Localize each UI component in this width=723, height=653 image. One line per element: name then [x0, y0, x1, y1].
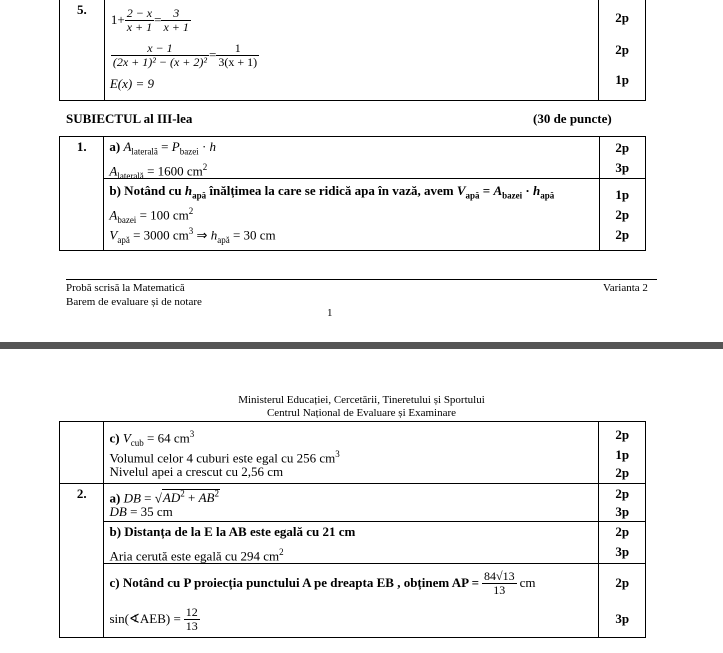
math-text: =: [208, 47, 217, 62]
fraction: $\frac{84√13}{13}$: [484, 568, 515, 597]
item1c-line2: Volumul celor 4 cuburi este egal cu 256 $cm^3$: [109, 449, 340, 466]
item1a-line1: a) $A_{laterală} = P_{bazei} \cdot h$: [109, 139, 217, 157]
item2a-line2: DB = 35 cm: [109, 504, 173, 519]
fraction: $\frac{3}{x + 1}$: [163, 5, 189, 34]
fraction: $\frac{12}{13}$: [185, 604, 198, 633]
item5-line2: [105, 36, 598, 74]
item2-part-b: [104, 522, 599, 564]
item5-number: 5.: [60, 0, 105, 100]
item2c-points: 2p 3p: [599, 564, 646, 638]
section-title: SUBIECTUL al III-lea: [66, 111, 193, 126]
item2c-line1: c) Notând cu P proiecția punctului A pe dreapta EB , obținem AP = $\frac{84√13}{13}$ cm: [109, 568, 536, 597]
item2-number: 2.: [60, 484, 104, 638]
section-points: (30 de puncte): [533, 111, 612, 126]
item2b-line2: Aria cerută este egală cu 294 $cm^2$: [109, 547, 284, 564]
item2-part-a: [104, 484, 599, 522]
footer-rule: [66, 279, 657, 280]
item1c-content: [104, 422, 599, 484]
item5-content: [104, 0, 598, 100]
item1b-line2: $A_{bazei} = 100$ $cm^2$: [109, 206, 194, 225]
item5-line3: E(x) = 9: [109, 76, 155, 91]
math-text: 1+: [110, 12, 125, 27]
item1c-number-cell: [60, 422, 104, 484]
fraction: $\frac{2 - x}{x + 1}$: [126, 5, 153, 34]
page-header-1: Ministerul Educației, Cercetării, Tineretului și Sportului: [238, 394, 485, 406]
item1c-line3: Nivelul apei a crescut cu 2,56 cm: [109, 464, 284, 479]
item2a-line1: a) DB = $√AD^2 + AB^2$: [109, 489, 219, 506]
footer-left2: Barem de evaluare și de notare: [66, 296, 202, 308]
item1-part-b: [104, 179, 599, 251]
item1b-line1: b) Notând cu $h_{apă}$ înălțimea la care se ridică apa în vază, avem $V_{apă} = A_{bazei} \cdot h_{apă}$: [109, 183, 555, 201]
page-header-2: Centrul Național de Evaluare și Examinare: [266, 407, 457, 419]
item1c-line1: c) $V_{cub} = 64$ $cm^3$: [109, 429, 195, 448]
item1c-points: 2p 1p 2p: [599, 422, 646, 484]
footer-left1: Probă scrisă la Matematică: [66, 282, 185, 294]
item2c-line2: sin(∢AEB) = $\frac{12}{13}$: [109, 604, 198, 633]
item1b-points: 1p 2p 2p: [599, 179, 645, 251]
math-text: =: [154, 12, 162, 27]
item2-part-c: [104, 564, 599, 638]
item5-table: [59, 0, 646, 101]
item1b-line3: $V_{apă} = 3000$ $cm^3$ ⇒ $h_{apă} = 30$ cm: [109, 226, 276, 245]
item5-line1: [105, 4, 598, 36]
page-number: 1: [327, 307, 333, 319]
footer-right: Varianta 2: [603, 282, 648, 294]
item5-points: 2p 2p 1p: [599, 0, 646, 100]
item1-table: [59, 136, 646, 251]
item1a-points: 2p 3p: [599, 137, 645, 179]
page2-table: [59, 421, 646, 638]
item1a-line2: $A_{laterală} = 1600$ $cm^2$: [109, 162, 208, 181]
item2b-points: 2p 3p: [599, 522, 646, 564]
item1-number: 1.: [60, 137, 104, 251]
fraction: $\frac{1}{3(x + 1)}$: [218, 40, 258, 69]
fraction: $\frac{x - 1}{\text{(2x + 1)² − (x + 2)²}}$: [112, 40, 207, 69]
item1-part-a: [104, 137, 599, 179]
page-separator: [0, 342, 723, 349]
item2b-line1: b) Distanța de la E la AB este egală cu 21 cm: [109, 524, 356, 539]
item2a-points: 2p 3p: [599, 484, 646, 522]
